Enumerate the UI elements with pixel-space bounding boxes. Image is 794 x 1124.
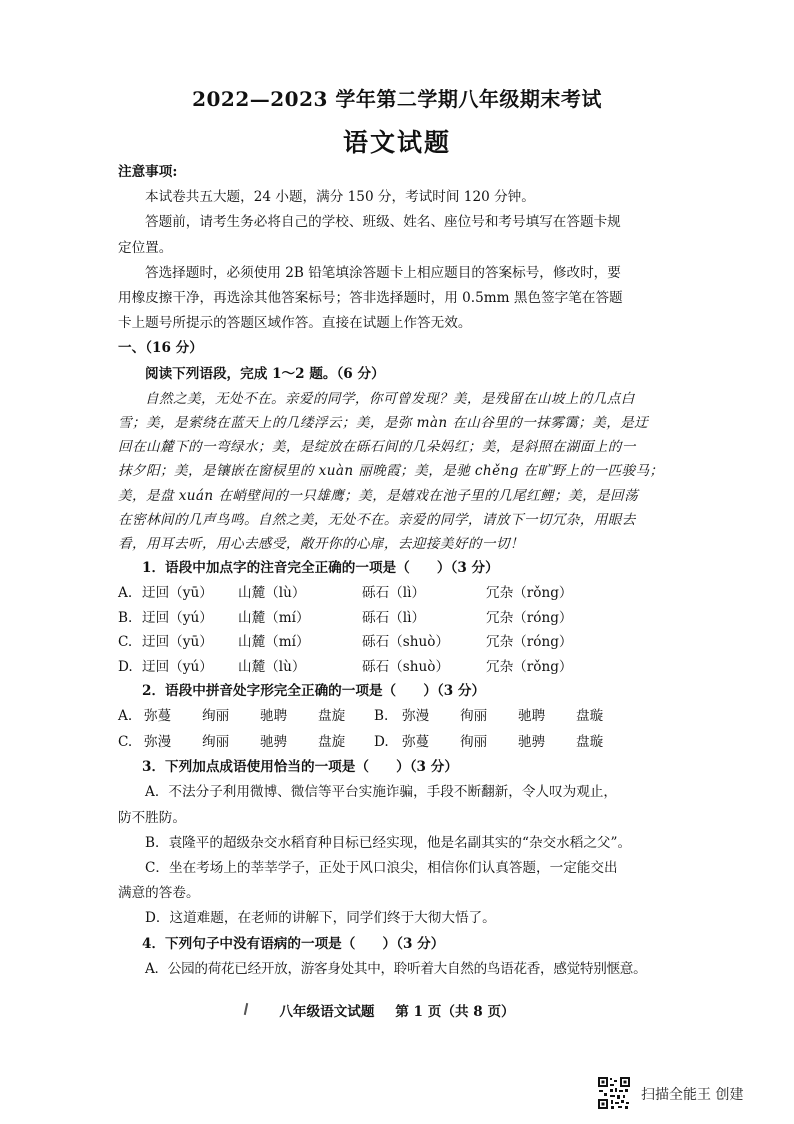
passage-line: 自然之美，无处不在。亲爱的同学，你可曾发现？美，是残留在山坡上的几点白	[145, 390, 635, 407]
option-item: 迂回（yú）	[142, 609, 213, 626]
option-word: 盘旋	[318, 733, 346, 750]
question-3-option-d: D．这道难题，在老师的讲解下，同学们终于大彻大悟了。	[145, 910, 496, 927]
question-4-option-a: A．公园的荷花已经开放，游客身处其中，聆听着大自然的鸟语花香，感觉特别惬意。	[145, 960, 647, 977]
passage-line: 抹夕阳；美，是镶嵌在窗棂里的 xuàn 丽晚霞；美，是驰 chěng 在旷野上的一匹骏马；	[118, 463, 664, 480]
passage-line: 看，用耳去听，用心去感受，敞开你的心扉，去迎接美好的一切！	[118, 536, 524, 553]
option-word: 绚丽	[202, 708, 230, 725]
option-word: 绚丽	[202, 733, 230, 750]
option-item: 冗杂（rǒng）	[486, 585, 573, 602]
passage-line: 在密林间的几声鸟鸣。自然之美，无处不在。亲爱的同学，请放下一切冗杂，用眼去	[118, 511, 636, 528]
notice-line-1: 本试卷共五大题，24 小题，满分 150 分，考试时间 120 分钟。	[145, 189, 535, 206]
option-word: 徇丽	[460, 733, 488, 750]
option-word: 驰骋	[518, 733, 546, 750]
option-item: 山麓（mí）	[238, 609, 310, 626]
option-letter: D.	[374, 733, 389, 750]
question-3-option-b: B．袁隆平的超级杂交水稻育种目标已经实现，他是名副其实的“杂交水稻之父”。	[145, 834, 632, 851]
option-word: 徇丽	[460, 708, 488, 725]
option-item: 冗杂（rǒng）	[486, 658, 573, 675]
option-letter: C.	[118, 733, 133, 750]
section-1-heading: 一、（16 分）	[118, 340, 203, 357]
question-3-option-c-cont: 满意的答卷。	[118, 885, 200, 902]
option-row	[118, 606, 676, 630]
option-row	[118, 581, 676, 605]
option-word: 盘璇	[576, 708, 604, 725]
option-item: 迂回（yú）	[142, 658, 213, 675]
option-word: 驰骋	[260, 733, 288, 750]
question-3-option-a: A．不法分子利用微博、微信等平台实施诈骗，手段不断翻新，令人叹为观止，	[145, 784, 618, 801]
option-word: 驰聘	[260, 708, 288, 725]
option-item: 山麓（lù）	[238, 658, 306, 675]
option-item: 砾石（shuò）	[362, 658, 450, 675]
exam-title: 2022—2023 学年第二学期八年级期末考试	[192, 87, 602, 111]
option-letter: D.	[118, 658, 133, 675]
option-item: 山麓（mí）	[238, 634, 310, 651]
question-1-options	[118, 581, 676, 679]
option-item: 砾石（lì）	[362, 585, 426, 602]
question-2-stem: 2．语段中拼音处字形完全正确的一项是（ ）（3 分）	[142, 683, 486, 700]
section-1-intro: 阅读下列语段，完成 1～2 题。（6 分）	[145, 365, 385, 382]
option-row	[118, 630, 676, 654]
question-4-stem: 4．下列句子中没有语病的一项是（ ）（3 分）	[142, 935, 445, 952]
option-word: 驰聘	[518, 708, 546, 725]
exam-body	[118, 160, 676, 982]
reading-passage	[118, 387, 676, 556]
option-item: 迂回（yū）	[142, 585, 213, 602]
passage-line: 回在山麓下的一弯绿水；美，是绽放在砾石间的几朵妈红；美，是斜照在湖面上的一	[118, 439, 636, 456]
option-item: 冗杂（róng）	[486, 634, 573, 651]
option-letter: B.	[118, 609, 133, 626]
option-letter: C.	[118, 634, 133, 651]
option-item: 砾石（lì）	[362, 609, 426, 626]
passage-line: 雪；美，是萦绕在蓝天上的几缕浮云；美，是弥 màn 在山谷里的一抹雾霭；美，是迂	[118, 415, 649, 432]
notice-line-3b: 用橡皮擦干净，再选涂其他答案标号；答非选择题时，用 0.5mm 黑色签字笔在答题	[118, 290, 623, 307]
scanner-watermark: 扫描全能王 创建	[641, 1087, 744, 1103]
option-item: 迂回（yū）	[142, 634, 213, 651]
option-word: 弥漫	[402, 708, 430, 725]
qr-code-icon	[597, 1076, 631, 1110]
notice-line-3a: 答选择题时，必须使用 2B 铅笔填涂答题卡上相应题目的答案标号，修改时，要	[145, 264, 621, 281]
question-3-option-c: C．坐在考场上的莘莘学子，正处于风口浪尖，相信你们认真答题，一定能交出	[145, 859, 618, 876]
option-word: 弥蔓	[402, 733, 430, 750]
notice-line-3c: 卡上题号所提示的答题区域作答。直接在试题上作答无效。	[118, 315, 472, 332]
option-word: 弥漫	[144, 733, 172, 750]
option-letter: A.	[118, 708, 133, 725]
option-row	[118, 730, 676, 755]
option-word: 盘旋	[318, 708, 346, 725]
passage-line: 美，是盘 xuán 在峭壁间的一只雄鹰；美，是嬉戏在池子里的几尾红鲤；美，是回荡	[118, 487, 639, 504]
question-2-options	[118, 704, 676, 755]
option-letter: B.	[374, 708, 389, 725]
notice-line-2b: 定位置。	[118, 239, 173, 256]
question-3-stem: 3．下列加点成语使用恰当的一项是（ ）（3 分）	[142, 759, 458, 776]
option-item: 砾石（shuò）	[362, 634, 450, 651]
question-3-option-a-cont: 防不胜防。	[118, 809, 186, 826]
option-row	[118, 655, 676, 679]
option-word: 弥蔓	[144, 708, 172, 725]
footer-page-number: 第 1 页（共 8 页）	[395, 1004, 515, 1020]
question-1-stem: 1．语段中加点字的注音完全正确的一项是（ ）（3 分）	[142, 560, 499, 577]
option-item: 山麓（lù）	[238, 585, 306, 602]
subject-title: 语文试题	[342, 128, 451, 157]
option-item: 冗杂（róng）	[486, 609, 573, 626]
footer-grade: 八年级语文试题	[279, 1004, 375, 1020]
notice-line-2a: 答题前，请考生务必将自己的学校、班级、姓名、座位号和考号填写在答题卡规	[145, 214, 621, 231]
option-row	[118, 704, 676, 729]
option-word: 盘璇	[576, 733, 604, 750]
notice-heading: 注意事项:	[118, 164, 178, 180]
page-footer	[0, 1000, 794, 1020]
option-letter: A.	[118, 585, 133, 602]
